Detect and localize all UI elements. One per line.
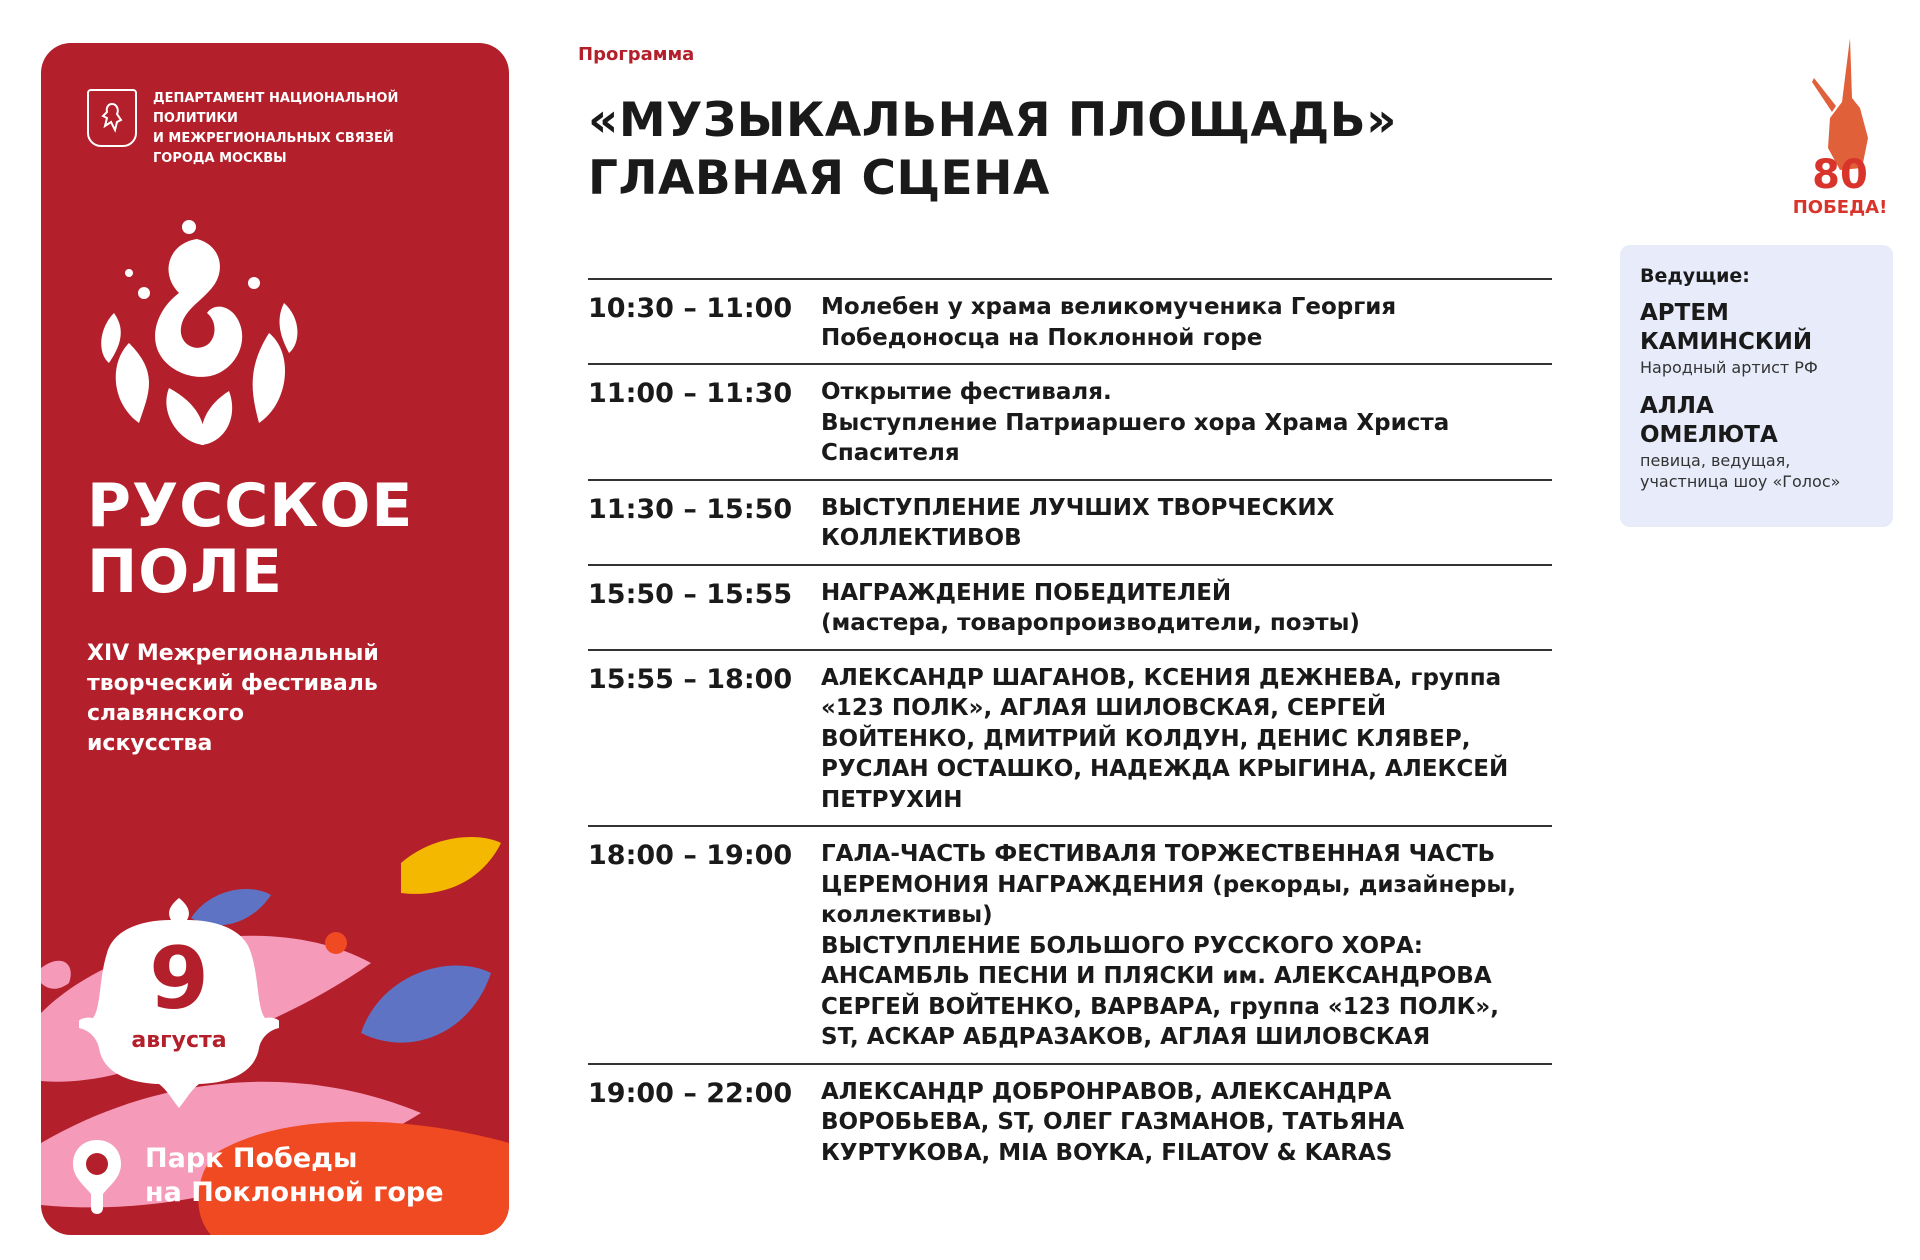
- date-month: августа: [131, 1028, 227, 1053]
- location-line: на Поклонной горе: [145, 1177, 444, 1208]
- hosts-card: [1620, 245, 1893, 527]
- host-name-line: АРТЕМ: [1640, 300, 1729, 326]
- host-role-line: участница шоу «Голос»: [1640, 472, 1841, 491]
- description-line: Победоносца на Поклонной горе: [821, 324, 1263, 351]
- description-line: «123 ПОЛК», АГЛАЯ ШИЛОВСКАЯ, СЕРГЕЙ: [821, 695, 1387, 721]
- festival-line: творческий фестиваль: [87, 671, 378, 696]
- host-name: [1640, 392, 1873, 450]
- host-name-line: КАМИНСКИЙ: [1640, 329, 1813, 355]
- title-line: «МУЗЫКАЛЬНАЯ ПЛОЩАДЬ»: [588, 93, 1397, 148]
- title-line: ГЛАВНАЯ СЦЕНА: [588, 151, 1050, 206]
- festival-line: искусства: [87, 731, 213, 756]
- schedule-time: 11:00 – 11:30: [588, 378, 793, 409]
- schedule-row: [588, 1063, 1552, 1179]
- location-block: [71, 1138, 444, 1214]
- department-line: ДЕПАРТАМЕНТ НАЦИОНАЛЬНОЙ ПОЛИТИКИ: [153, 91, 399, 126]
- schedule-row: [588, 278, 1552, 363]
- department-line: И МЕЖРЕГИОНАЛЬНЫХ СВЯЗЕЙ: [153, 131, 394, 146]
- description-line: ВОРОБЬЕВА, ST, ОЛЕГ ГАЗМАНОВ, ТАТЬЯНА: [821, 1109, 1405, 1135]
- schedule-table: [588, 278, 1552, 1178]
- description-line: (мастера, товаропроизводители, поэты): [821, 610, 1360, 636]
- description-line: НАГРАЖДЕНИЕ ПОБЕДИТЕЛЕЙ: [821, 579, 1232, 606]
- description-line: ВЫСТУПЛЕНИЕ БОЛЬШОГО РУССКОГО ХОРА:: [821, 932, 1423, 959]
- description-line: АНСАМБЛЬ ПЕСНИ И ПЛЯСКИ им. АЛЕКСАНДРОВА: [821, 963, 1492, 989]
- location-line: Парк Победы: [145, 1143, 358, 1174]
- festival-banner: [41, 43, 509, 1235]
- description-line: ПЕТРУХИН: [821, 786, 963, 813]
- festival-description: [87, 639, 407, 759]
- schedule-description: [821, 1077, 1552, 1169]
- host-name-line: АЛЛА: [1640, 393, 1714, 419]
- department-block: [87, 89, 473, 169]
- description-line: коллективы): [821, 902, 993, 928]
- location-text: [145, 1142, 444, 1210]
- description-line: ГАЛА-ЧАСТЬ ФЕСТИВАЛЯ ТОРЖЕСТВЕННАЯ ЧАСТЬ: [821, 841, 1496, 867]
- host-entry: [1640, 299, 1873, 378]
- description-line: РУСЛАН ОСТАШКО, НАДЕЖДА КРЫГИНА, АЛЕКСЕЙ: [821, 756, 1509, 782]
- description-line: СЕРГЕЙ ВОЙТЕНКО, ВАРВАРА, группа «123 ПОЛК»,: [821, 993, 1500, 1020]
- schedule-time: 18:00 – 19:00: [588, 840, 793, 871]
- schedule-description: [821, 578, 1552, 639]
- schedule-description: [821, 839, 1552, 1053]
- description-line: КОЛЛЕКТИВОВ: [821, 525, 1022, 551]
- host-role: [1640, 450, 1873, 492]
- moscow-coat-of-arms-icon: [87, 89, 137, 147]
- schedule-row: [588, 825, 1552, 1063]
- host-name-line: ОМЕЛЮТА: [1640, 422, 1778, 448]
- firebird-logo-icon: [89, 213, 309, 453]
- hosts-label: Ведущие:: [1640, 265, 1750, 287]
- section-label: Программа: [578, 44, 695, 65]
- description-line: ST, АСКАР АБДРАЗАКОВ, АГЛАЯ ШИЛОВСКАЯ: [821, 1024, 1431, 1050]
- description-line: КУРТУКОВА, MIA BOYKA, FILATOV & KARAS: [821, 1139, 1393, 1166]
- department-line: ГОРОДА МОСКВЫ: [153, 151, 287, 166]
- page-title: [588, 92, 1397, 208]
- schedule-time: 19:00 – 22:00: [588, 1077, 793, 1109]
- schedule-time: 11:30 – 15:50: [588, 493, 793, 525]
- victory-number: 80: [1812, 152, 1868, 198]
- host-role: [1640, 357, 1873, 378]
- host-role-line: певица, ведущая,: [1640, 451, 1791, 470]
- description-line: АЛЕКСАНДР ДОБРОНРАВОВ, АЛЕКСАНДРА: [821, 1078, 1392, 1105]
- victory-text: ПОБЕДА!: [1792, 197, 1888, 218]
- description-line: Молебен у храма великомученика Георгия: [821, 294, 1397, 320]
- schedule-time: 15:50 – 15:55: [588, 578, 793, 610]
- festival-brand: [87, 473, 413, 605]
- schedule-description: [821, 377, 1552, 469]
- host-name: [1640, 299, 1873, 357]
- schedule-row: [588, 363, 1552, 479]
- festival-line: славянского: [87, 701, 244, 726]
- brand-line: ПОЛЕ: [87, 537, 284, 607]
- date-day: 9: [149, 929, 209, 1029]
- description-line: ВЫСТУПЛЕНИЕ ЛУЧШИХ ТВОРЧЕСКИХ: [821, 494, 1335, 521]
- description-line: Открытие фестиваля.: [821, 379, 1112, 405]
- schedule-row: [588, 564, 1552, 649]
- schedule-description: [821, 493, 1552, 554]
- description-line: ЦЕРЕМОНИЯ НАГРАЖДЕНИЯ (рекорды, дизайнеры,: [821, 871, 1516, 898]
- schedule-description: [821, 292, 1552, 353]
- description-line: ВОЙТЕНКО, ДМИТРИЙ КОЛДУН, ДЕНИС КЛЯВЕР,: [821, 725, 1471, 752]
- host-role-line: Народный артист РФ: [1640, 358, 1818, 377]
- victory-80-logo-icon: [1790, 38, 1890, 218]
- location-pin-icon: [71, 1138, 123, 1214]
- date-badge: [79, 898, 279, 1108]
- schedule-row: [588, 479, 1552, 564]
- schedule-time: 10:30 – 11:00: [588, 293, 793, 324]
- festival-line: XIV Межрегиональный: [87, 641, 379, 666]
- brand-line: РУССКОЕ: [87, 471, 414, 541]
- description-line: Спасителя: [821, 440, 960, 466]
- schedule-time: 15:55 – 18:00: [588, 663, 793, 695]
- schedule-row: [588, 649, 1552, 826]
- description-line: АЛЕКСАНДР ШАГАНОВ, КСЕНИЯ ДЕЖНЕВА, группа: [821, 664, 1502, 691]
- department-name: [153, 89, 473, 169]
- host-entry: [1640, 392, 1873, 492]
- schedule-description: [821, 663, 1552, 816]
- description-line: Выступление Патриаршего хора Храма Христа: [821, 409, 1450, 436]
